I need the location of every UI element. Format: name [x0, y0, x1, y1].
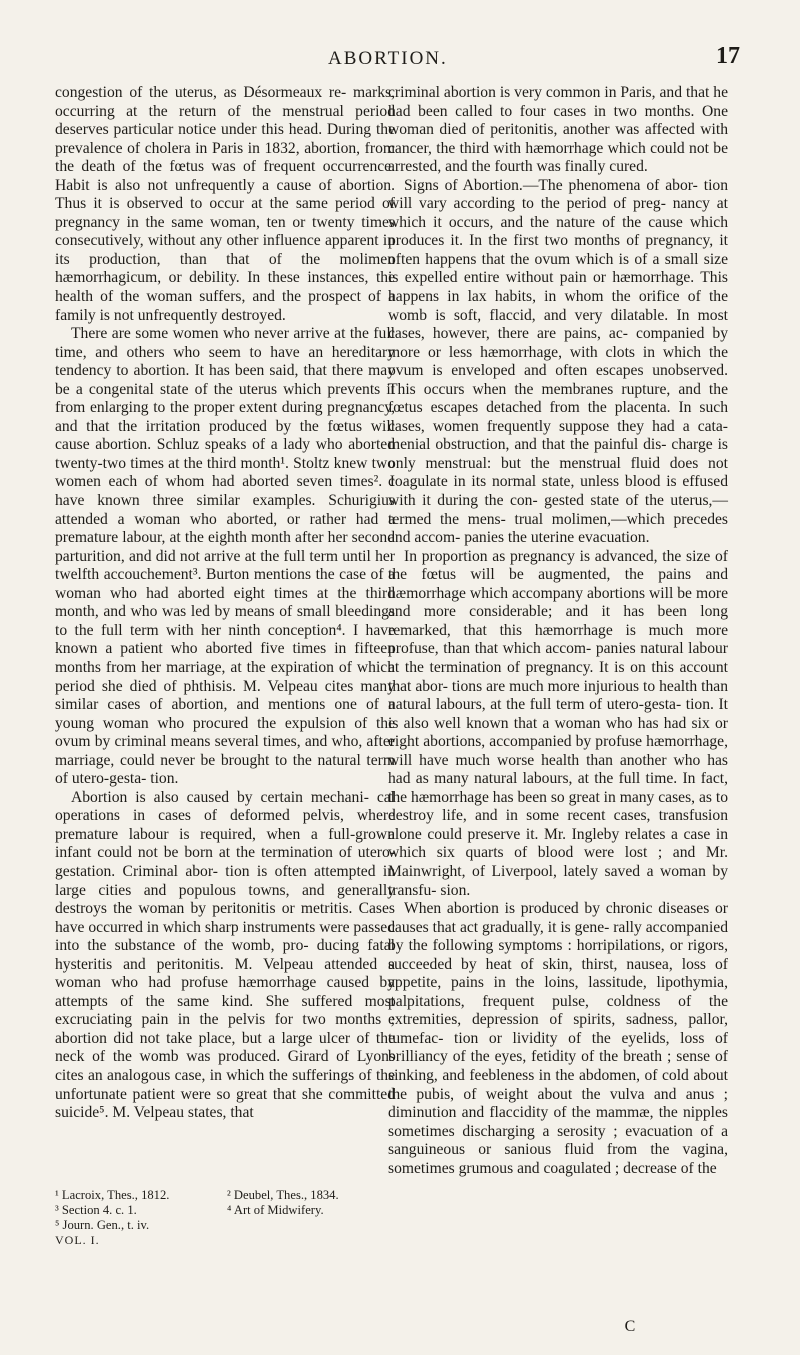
paragraph: In proportion as pregnancy is advanced, the size of the fœtus will be augmented, the pains and hæmorrhage which accompany abortions will be more and more considerable; and it has been long remarked, that this hæmorrhage is much more profuse, than that which accom- panies natural labour at the termination of pregnancy. It is on this account that abor- tions are much more injurious to health than natural labours, at the full term of utero-gesta- tion. It is also well known that a woman who has had six or eight abortions, accompanied by profuse hæmorrhage, will have much worse health than another who has had as many natural labours, at the full time. In fact, the hæmorrhage has been so great in many cases, as to destroy life, and in some recent cases, transfusion alone could preserve it. Mr. Ingleby relates a case in which six quarts of blood were lost ; and Mr. Mainwright, of Liverpool, lately saved a woman by transfu- sion.	[388, 547, 728, 899]
footnote: ² Deubel, Thes., 1834.	[227, 1188, 339, 1202]
paragraph: criminal abortion is very common in Paris, and that he had been called to four cases in two months. One woman died of peritonitis, another was affected with cancer, the third with hæmorrhage which could not be arrested, and the fourth was finally cured.	[388, 84, 728, 176]
footnote-row	[55, 1218, 375, 1233]
footnote-row	[55, 1203, 375, 1218]
paragraph: When abortion is produced by chronic diseases or causes that act gradually, it is gene- rally accompanied by the following symptoms : horripilations, or rigors, succeeded by heat of skin, thirst, nausea, loss of appetite, pains in the loins, lassitude, lipothymia, palpitations, frequent pulse, coldness of the extremities, depression of spirits, sadness, pallor, tumefac- tion or lividity of the eyelids, loss of brilliancy of the eyes, fetidity of the breath ; sense of sinking, and feebleness in the abdomen, of cold about the pubis, of weight about the vulva and anus ; diminution and flaccidity of the mammæ, the nipples sometimes discharging a serosity ; evacuation of a sanguineous or sanious fluid from the vagina, sometimes grumous and coagulated ; decrease of the	[388, 900, 728, 1177]
footnote-row	[55, 1233, 375, 1248]
left-column	[55, 84, 395, 1123]
footnote-row	[55, 1188, 375, 1203]
footnote: ³ Section 4. c. 1.	[55, 1203, 137, 1217]
paragraph: Signs of Abortion.—The phenomena of abor- tion will vary according to the period of preg- nancy at which it occurs, and the nature of the cause which produces it. In the first two months of pregnancy, it often happens that the ovum which is of a small size is expelled entire without pain or hæmorrhage. This happens in lax habits, in whom the orifice of the womb is soft, flaccid, and very dilatable. In most cases, however, there are pains, ac- companied by more or less hæmorrhage, with clots in which the ovum is enveloped and often escapes unobserved. This occurs when the membranes rupture, and the fœtus escapes detached from the placenta. In such cases, women frequently suppose they had a cata- menial obstruction, and that the painful dis- charge is only menstrual: but the menstrual fluid does not coagulate in its normal state, unless blood is effused with it during the con- gested state of the uterus,—termed the mens- trual molimen,—which precedes and accom- panies the uterine evacuation.	[388, 176, 728, 547]
volume-mark: VOL. I.	[55, 1233, 100, 1247]
running-head: ABORTION.	[328, 48, 448, 69]
footnote: ¹ Lacroix, Thes., 1812.	[55, 1188, 170, 1202]
paragraph: Abortion is also caused by certain mechani- cal operations in cases of deformed pelvis, where premature labour is required, when a full-grown infant could not be born at the termination of utero-gestation. Criminal abor- tion is often attempted in large cities and populous towns, and generally destroys the woman by peritonitis or metritis. Cases have occurred in which sharp instruments were passed into the substance of the womb, pro- ducing fatal hysteritis and peritonitis. M. Velpeau attended a woman who had profuse hæmorrhage caused by attempts of the same kind. She suffered most excruciating pain in the pelvis for two months ; abortion did not take place, but a large ulcer of the neck of the womb was produced. Girard of Lyons cites an analogous case, in which the sufferings of the unfortunate patient were so great that she committed suicide⁵. M. Velpeau states, that	[55, 788, 395, 1122]
page-number: 17	[716, 43, 740, 69]
paragraph: congestion of the uterus, as Désormeaux re- marks, occurring at the return of the menstrual period deserves particular notice under this head. During the prevalence of cholera in Paris in 1832, abortion, from the death of the fœtus was of frequent occurrence. Habit is also not unfrequently a cause of abortion. Thus it is observed to occur at the same period of pregnancy in the same woman, ten or twenty times consecutively, without any other influence apparent in its production, than that of the molimen hæmorrhagicum, or debility. In these instances, the health of the woman suffers, and the prospect of a family is not unfrequently destroyed.	[55, 84, 395, 324]
signature-mark: C	[624, 1318, 636, 1335]
footnotes	[55, 1188, 375, 1248]
footnote: ⁴ Art of Midwifery.	[227, 1203, 324, 1217]
paragraph: There are some women who never arrive at the full time, and others who seem to have an hereditary tendency to abortion. It has been said, that there may be a congenital state of the uterus which prevents it from enlarging to the proper extent during pregnancy, and that the irritation produced by the fœtus will cause abortion. Schluz speaks of a lady who aborted twenty-two times at the third month¹. Stoltz knew two women each of whom had aborted seven times². I have known three similar examples. Schurigius attended a woman who aborted, or rather had a premature labour, at the eighth month after her second parturition, and did not arrive at the full term until her twelfth accouchement³. Burton mentions the case of a woman who had aborted eight times at the third month, and who was led by means of small bleedings to the full term with her ninth conception⁴. I have known a patient who aborted five times in fifteen months from her marriage, at the expiration of which period she died of phthisis. M. Velpeau cites many similar cases of abortion, and mentions one of a young woman who procured the expulsion of the ovum by criminal means several times, and who, after marriage, could never be brought to the natural term of utero-gesta- tion.	[55, 325, 395, 788]
footnote: ⁵ Journ. Gen., t. iv.	[55, 1218, 150, 1232]
page-header	[240, 30, 740, 70]
right-column	[388, 84, 728, 1178]
